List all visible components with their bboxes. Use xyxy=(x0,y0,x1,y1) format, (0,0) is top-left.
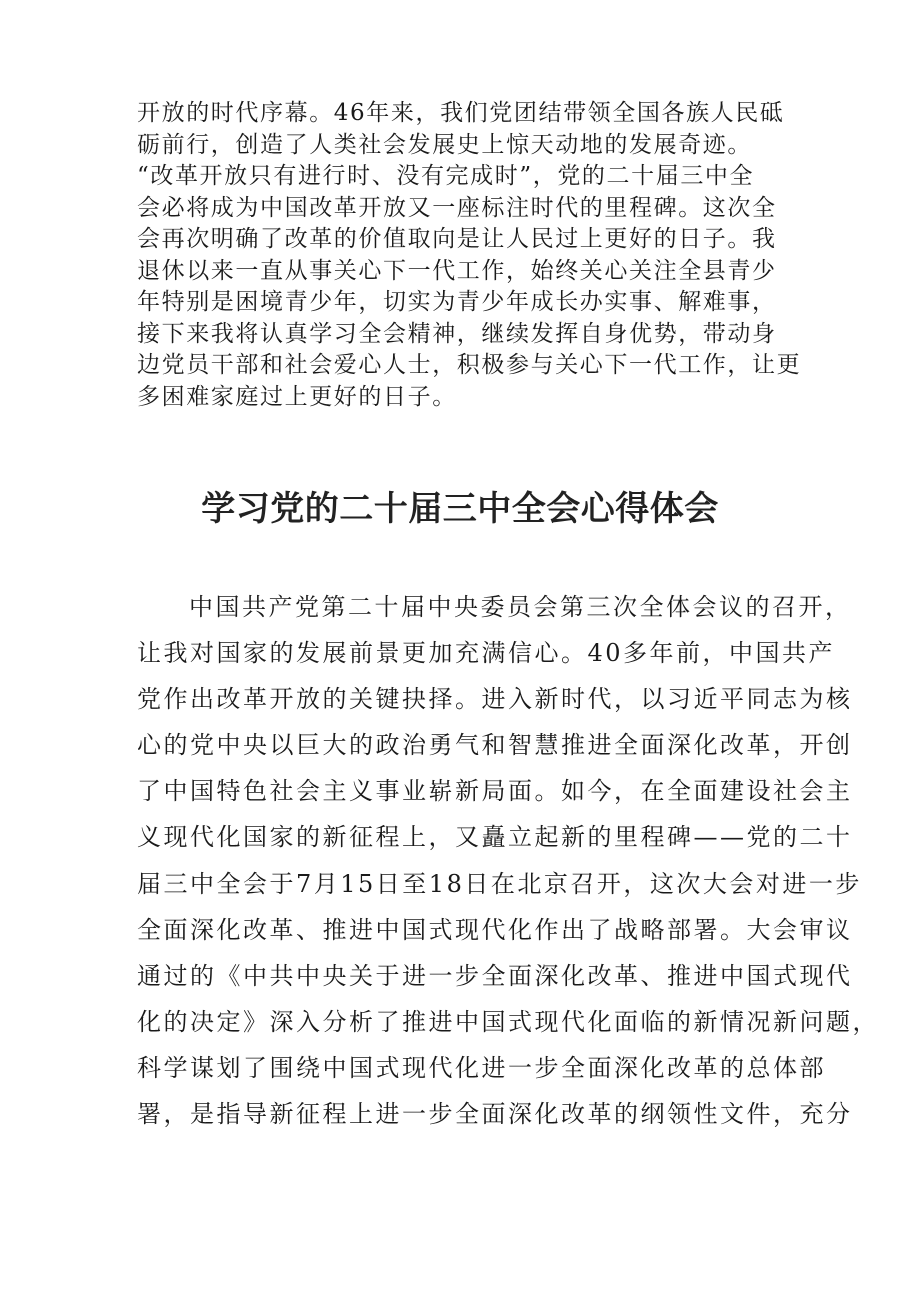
paragraph-line: 义现代化国家的新征程上，又矗立起新的里程碑——党的二十 xyxy=(137,823,853,852)
paragraph-line: 开放的时代序幕。46年来，我们党团结带领全国各族人民砥 xyxy=(137,100,785,126)
paragraph-line: 中国共产党第二十届中央委员会第三次全体会议的召开， xyxy=(189,593,852,621)
paragraph-line: 会再次明确了改革的价值取向是让人民过上更好的日子。我 xyxy=(137,226,777,252)
paragraph-line: 署，是指导新征程上进一步全面深化改革的纲领性文件，充分 xyxy=(137,1100,853,1129)
paragraph-line: 多困难家庭过上更好的日子。 xyxy=(137,383,457,410)
paragraph-line: 会必将成为中国改革开放又一座标注时代的里程碑。这次全 xyxy=(137,194,777,221)
paragraph-line: 年特别是困境青少年，切实为青少年成长办实事、解难事， xyxy=(137,289,777,315)
paragraph-line: 全面深化改革、推进中国式现代化作出了战略部署。大会审议 xyxy=(137,915,853,944)
paragraph-line: 接下来我将认真学习全会精神，继续发挥自身优势，带动身 xyxy=(137,320,777,347)
paragraph-line: 让我对国家的发展前景更加充满信心。40多年前，中国共产 xyxy=(137,639,836,668)
paragraph-line: 化的决定》深入分析了推进中国式现代化面临的新情况新问题， xyxy=(137,1007,879,1036)
paragraph-line: 通过的《中共中央关于进一步全面深化改革、推进中国式现代 xyxy=(137,961,853,990)
section-title: 学习党的二十届三中全会心得体会 xyxy=(201,489,719,529)
paragraph-line: 心的党中央以巨大的政治勇气和智慧推进全面深化改革，开创 xyxy=(137,731,853,760)
body-paragraph xyxy=(137,584,879,1137)
paragraph-line: 了中国特色社会主义事业崭新局面。如今，在全面建设社会主 xyxy=(137,777,853,806)
paragraph-line: 砺前行，创造了人类社会发展史上惊天动地的发展奇迹。 xyxy=(137,131,752,158)
continuation-paragraph xyxy=(137,98,801,413)
paragraph-line: “改革开放只有进行时、没有完成时”，党的二十届三中全 xyxy=(137,163,755,189)
paragraph-line: 科学谋划了围绕中国式现代化进一步全面深化改革的总体部 xyxy=(137,1053,826,1082)
paragraph-line: 退休以来一直从事关心下一代工作，始终关心关注全县青少 xyxy=(137,257,777,284)
paragraph-line: 边党员干部和社会爱心人士，积极参与关心下一代工作，让更 xyxy=(137,352,802,378)
paragraph-line: 届三中全会于7月15日至18日在北京召开，这次大会对进一步 xyxy=(137,869,862,898)
paragraph-line: 党作出改革开放的关键抉择。进入新时代，以习近平同志为核 xyxy=(137,685,853,714)
